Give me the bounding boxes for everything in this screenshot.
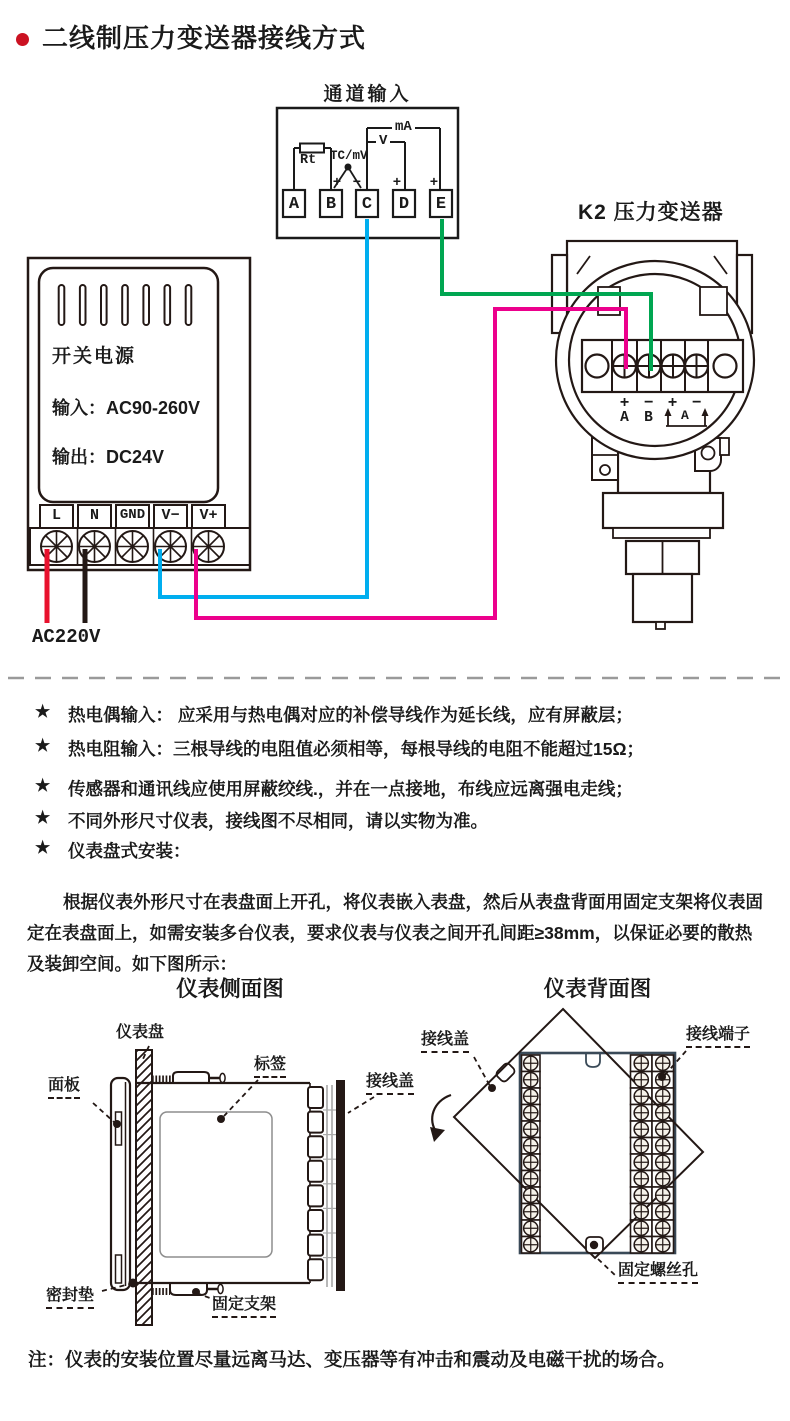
note-text: 仪表盘式安装： — [68, 841, 191, 861]
mains-voltage-label: AC220V — [32, 626, 101, 648]
star-icon: ★ — [35, 776, 51, 795]
note-item — [35, 702, 633, 727]
terminal-b: B — [325, 195, 337, 214]
star-icon: ★ — [35, 736, 51, 755]
bottom-note: 注：仪表的安装位置尽量远离马达、变压器等有冲击和震动及电磁干扰的场合。 — [28, 1349, 676, 1370]
ma-label: mA — [392, 119, 415, 135]
label-wiring-cover-side: 接线盖 — [366, 1073, 414, 1095]
transmitter-terminal-a: A — [620, 410, 629, 426]
install-paragraph: 根据仪表外形尺寸在表盘面上开孔，将仪表嵌入表盘，然后从表盘背面用固定支架将仪表固定在表盘面上，如需安装多台仪表，要求仪表与仪表之间开孔间距≥38mm，以保证必要的散热及装卸空间。如下图所示： — [27, 891, 763, 974]
power-terminal-vplus: V+ — [199, 507, 218, 524]
transmitter-polarity-2: − — [643, 394, 654, 412]
label-fixing-bracket: 固定支架 — [212, 1296, 276, 1318]
plus-mark-d: + — [392, 175, 402, 191]
label-front-panel: 面板 — [48, 1077, 80, 1099]
label-wiring-cover-back: 接线盖 — [421, 1031, 469, 1053]
star-icon: ★ — [35, 702, 51, 721]
note-item — [35, 838, 191, 863]
label-terminals: 接线端子 — [686, 1026, 750, 1048]
star-icon: ★ — [35, 838, 51, 857]
label-gasket: 密封垫 — [46, 1287, 94, 1309]
transmitter-polarity-4: − — [691, 394, 702, 412]
tc-mv-label: TC/mV — [330, 149, 368, 163]
rotate-arrow — [432, 1095, 451, 1133]
label-fixing-screw-hole: 固定螺丝孔 — [618, 1262, 698, 1284]
page-title: 二线制压力变送器接线方式 — [42, 23, 367, 53]
power-supply-name: 开关电源 — [52, 346, 137, 367]
note-text: 热电阻输入：三根导线的电阻值必须相等，每根导线的电阻不能超过15Ω； — [68, 739, 644, 759]
transmitter-polarity-1: + — [619, 394, 630, 412]
channel-input-graphic — [277, 108, 458, 238]
power-terminal-n: N — [89, 507, 99, 524]
power-terminal-l: L — [51, 507, 61, 524]
note-text: 热电偶输入： 应采用与热电偶对应的补偿导线作为延长线，应有屏蔽层； — [68, 705, 633, 725]
transmitter-title: K2 压力变送器 — [578, 201, 724, 224]
power-input-rating: 输入：AC90-260V — [52, 398, 201, 418]
note-item — [35, 808, 488, 833]
terminal-d: D — [398, 195, 410, 214]
back-view-graphic — [430, 1009, 703, 1276]
minus-mark-c: − — [352, 175, 362, 191]
power-terminal-vminus: V− — [161, 507, 180, 524]
transmitter-terminal-b: B — [644, 410, 653, 426]
transmitter-polarity-3: + — [667, 394, 678, 412]
terminal-e: E — [435, 195, 447, 214]
side-view-title: 仪表侧面图 — [176, 977, 284, 1001]
plus-mark-e: + — [429, 175, 439, 191]
note-item — [35, 736, 644, 761]
plus-mark-b: + — [332, 175, 342, 191]
power-terminal-gnd: GND — [119, 507, 146, 523]
note-text: 传感器和通讯线应使用屏蔽绞线.，并在一点接地，布线应远离强电走线； — [68, 779, 633, 799]
terminal-c: C — [361, 195, 373, 214]
terminal-a: A — [288, 195, 300, 214]
note-text: 不同外形尺寸仪表，接线图不尽相同，请以实物为准。 — [68, 811, 488, 831]
side-view-graphic — [93, 1046, 374, 1325]
star-icon: ★ — [35, 808, 51, 827]
label-panel-board: 仪表盘 — [116, 1024, 165, 1041]
label-tag: 标签 — [254, 1056, 286, 1078]
title-bullet-icon — [16, 33, 29, 46]
power-output-rating: 输出：DC24V — [52, 447, 165, 467]
note-item — [35, 776, 633, 801]
back-view-title: 仪表背面图 — [543, 977, 652, 1001]
ammeter-label: A — [678, 409, 692, 424]
v-label: V — [376, 133, 390, 149]
rt-label: Rt — [300, 153, 317, 168]
channel-input-title: 通道输入 — [323, 84, 412, 105]
